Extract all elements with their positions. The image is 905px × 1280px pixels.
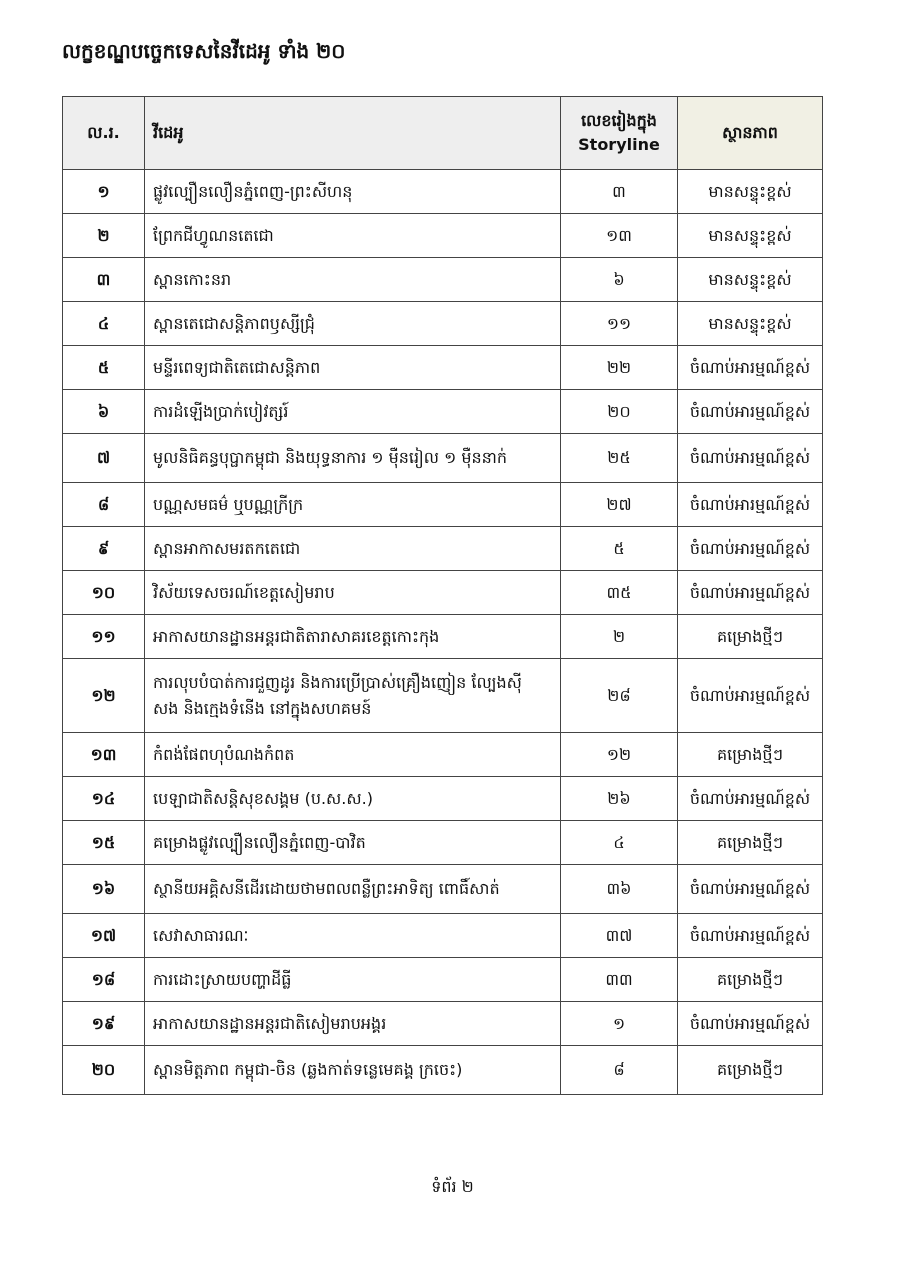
table-row (63, 483, 823, 527)
header-status: ស្ថានភាព (678, 97, 823, 170)
row-video-title: មន្ទីរពេទ្យជាតិតេជោសន្តិភាព (145, 346, 561, 390)
header-storyline-line1: លេខរៀងក្នុង (581, 111, 657, 130)
row-number: ១៥ (63, 821, 145, 865)
row-number: ១២ (63, 659, 145, 733)
row-number: ៥ (63, 346, 145, 390)
row-status: ចំណាប់អារម្មណ៍ខ្ពស់ (678, 865, 823, 914)
row-status: គម្រោងថ្មីៗ (678, 821, 823, 865)
row-number: ៤ (63, 302, 145, 346)
row-status: ចំណាប់អារម្មណ៍ខ្ពស់ (678, 1002, 823, 1046)
table-row (63, 390, 823, 434)
row-status: ចំណាប់អារម្មណ៍ខ្ពស់ (678, 777, 823, 821)
row-video-title: អាកាសយានដ្ឋានអន្តរជាតិសៀមរាបអង្គរ (145, 1002, 561, 1046)
row-status: ចំណាប់អារម្មណ៍ខ្ពស់ (678, 571, 823, 615)
table-body (63, 170, 823, 1095)
row-video-title: ផ្លូវល្បឿនលឿនភ្នំពេញ-ព្រះសីហនុ (145, 170, 561, 214)
header-storyline-number (561, 97, 678, 170)
table-row (63, 434, 823, 483)
row-video-title: អាកាសយានដ្ឋានអន្តរជាតិតារាសាគរខេត្តកោះកុង (145, 615, 561, 659)
row-number: ១៣ (63, 733, 145, 777)
header-row (63, 97, 823, 170)
row-status: ចំណាប់អារម្មណ៍ខ្ពស់ (678, 659, 823, 733)
row-video-title: ការដោះស្រាយបញ្ហាដីធ្លី (145, 958, 561, 1002)
row-storyline-number: ៥ (561, 527, 678, 571)
row-storyline-number: ១២ (561, 733, 678, 777)
row-video-title: ស្ពានកោះនរា (145, 258, 561, 302)
page-number: ទំព័រ ២ (431, 1177, 474, 1196)
row-video-title: ស្ពានតេជោសន្តិភាពឫស្សីជ្រុំ (145, 302, 561, 346)
table-row (63, 346, 823, 390)
row-status: ចំណាប់អារម្មណ៍ខ្ពស់ (678, 346, 823, 390)
row-status: ចំណាប់អារម្មណ៍ខ្ពស់ (678, 914, 823, 958)
row-video-title: គម្រោងផ្លូវល្បឿនលឿនភ្នំពេញ-បាវិត (145, 821, 561, 865)
header-number: ល.រ. (63, 97, 145, 170)
row-storyline-number: ៣៥ (561, 571, 678, 615)
row-status: ចំណាប់អារម្មណ៍ខ្ពស់ (678, 434, 823, 483)
row-video-title: ស្ថានីយអគ្គិសនីដើរដោយថាមពលពន្លឺព្រះអាទិត្យ ពោធិ៍សាត់ (145, 865, 561, 914)
row-status: មានសន្ទុះខ្ពស់ (678, 214, 823, 258)
row-number: ២ (63, 214, 145, 258)
table-row (63, 865, 823, 914)
row-storyline-number: ២០ (561, 390, 678, 434)
row-number: ១៧ (63, 914, 145, 958)
row-storyline-number: ១៣ (561, 214, 678, 258)
table-row (63, 958, 823, 1002)
header-video: វីដេអូ (145, 97, 561, 170)
row-number: ១៨ (63, 958, 145, 1002)
table-row (63, 1046, 823, 1095)
row-storyline-number: ៨ (561, 1046, 678, 1095)
table-row (63, 914, 823, 958)
row-video-title: សេវាសាធារណៈ (145, 914, 561, 958)
row-storyline-number: ២២ (561, 346, 678, 390)
row-number: ២០ (63, 1046, 145, 1095)
table-row (63, 821, 823, 865)
row-status: មានសន្ទុះខ្ពស់ (678, 258, 823, 302)
row-storyline-number: ៣៣ (561, 958, 678, 1002)
table-row (63, 214, 823, 258)
header-storyline-line2: Storyline (578, 135, 660, 154)
table-row (63, 302, 823, 346)
row-video-title: ស្ពានអាកាសមរតកតេជោ (145, 527, 561, 571)
row-status: មានសន្ទុះខ្ពស់ (678, 170, 823, 214)
row-video-title: កំពង់ផែពហុបំណងកំពត (145, 733, 561, 777)
row-number: ១១ (63, 615, 145, 659)
row-storyline-number: ២ (561, 615, 678, 659)
row-number: ១ (63, 170, 145, 214)
row-status: គម្រោងថ្មីៗ (678, 958, 823, 1002)
row-video-title: ព្រែកជីហ្វូណនតេជោ (145, 214, 561, 258)
row-storyline-number: ២៦ (561, 777, 678, 821)
table-row (63, 1002, 823, 1046)
row-status: ចំណាប់អារម្មណ៍ខ្ពស់ (678, 390, 823, 434)
row-number: ១០ (63, 571, 145, 615)
row-storyline-number: ២៧ (561, 483, 678, 527)
row-storyline-number: ៣ (561, 170, 678, 214)
row-number: ១៩ (63, 1002, 145, 1046)
document-title: លក្ខខណ្ឌបច្ចេកទេសនៃវីដេអូ ទាំង ២០ (62, 39, 346, 63)
row-status: គម្រោងថ្មីៗ (678, 615, 823, 659)
row-storyline-number: ៦ (561, 258, 678, 302)
row-video-title: ការដំឡើងប្រាក់បៀវត្សរ៍ (145, 390, 561, 434)
row-status: ចំណាប់អារម្មណ៍ខ្ពស់ (678, 527, 823, 571)
row-number: ១៤ (63, 777, 145, 821)
row-status: គម្រោងថ្មីៗ (678, 733, 823, 777)
row-storyline-number: ៣៧ (561, 914, 678, 958)
row-storyline-number: ១ (561, 1002, 678, 1046)
video-table (62, 96, 823, 1095)
row-storyline-number: ៣៦ (561, 865, 678, 914)
table-row (63, 659, 823, 733)
row-storyline-number: ១១ (561, 302, 678, 346)
table-row (63, 777, 823, 821)
table-row (63, 733, 823, 777)
row-storyline-number: ៤ (561, 821, 678, 865)
row-video-title: ការលុបបំបាត់ការជួញដូរ និងការប្រើប្រាស់គ្រឿងញៀន ល្បែងស៊ី សង និងក្មេងទំនើង នៅក្នុងសហគមន៍ (145, 659, 561, 733)
row-number: ១៦ (63, 865, 145, 914)
row-storyline-number: ២៨ (561, 659, 678, 733)
row-storyline-number: ២៥ (561, 434, 678, 483)
row-status: ចំណាប់អារម្មណ៍ខ្ពស់ (678, 483, 823, 527)
table-row (63, 527, 823, 571)
table-header (63, 97, 823, 170)
row-video-title: បេឡាជាតិសន្តិសុខសង្គម (ប.ស.ស.) (145, 777, 561, 821)
row-status: មានសន្ទុះខ្ពស់ (678, 302, 823, 346)
table-row (63, 258, 823, 302)
row-video-title: មូលនិធិគន្ធបុប្ផាកម្ពុជា និងយុទ្ធនាការ ១ ម៉ឺនរៀល ១ ម៉ឺននាក់ (145, 434, 561, 483)
table-row (63, 571, 823, 615)
row-number: ៣ (63, 258, 145, 302)
row-video-title: វិស័យទេសចរណ៍ខេត្តសៀមរាប (145, 571, 561, 615)
row-video-title: ស្ពានមិត្តភាព កម្ពុជា-ចិន (ឆ្លងកាត់ទន្លេមេគង្គ ក្រចេះ) (145, 1046, 561, 1095)
row-number: ៧ (63, 434, 145, 483)
row-status: គម្រោងថ្មីៗ (678, 1046, 823, 1095)
row-number: ៩ (63, 527, 145, 571)
row-number: ៨ (63, 483, 145, 527)
table-row (63, 170, 823, 214)
table-row (63, 615, 823, 659)
row-number: ៦ (63, 390, 145, 434)
row-video-title: បណ្ណសមធម៌ ឬបណ្ណក្រីក្រ (145, 483, 561, 527)
